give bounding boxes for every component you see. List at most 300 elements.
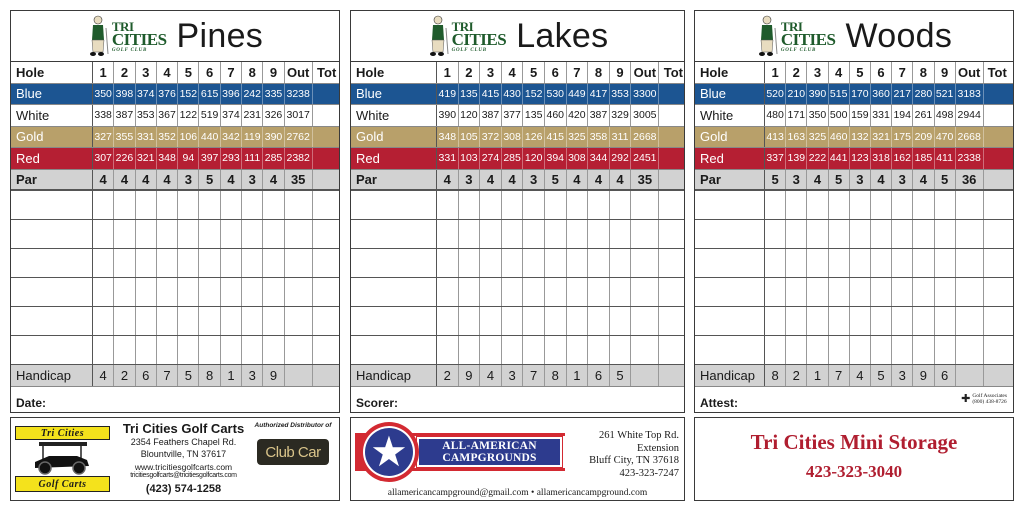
tee-row-gold	[11, 127, 339, 149]
score-cell[interactable]	[157, 307, 178, 335]
score-cell[interactable]	[178, 278, 199, 306]
player-name-cell[interactable]	[11, 220, 93, 248]
player-name-cell[interactable]	[351, 249, 437, 277]
player-name-cell[interactable]	[11, 249, 93, 277]
score-cell[interactable]	[765, 191, 786, 219]
score-cell[interactable]	[459, 249, 481, 277]
printer-name: Golf Associates	[972, 392, 1007, 399]
score-cell[interactable]	[588, 249, 610, 277]
score-cell[interactable]	[523, 220, 545, 248]
storage-name: Tri Cities Mini Storage	[750, 430, 958, 454]
player-name-cell[interactable]	[695, 220, 765, 248]
score-cell[interactable]	[221, 220, 242, 248]
score-cell[interactable]	[285, 249, 313, 277]
yardage-cell: 308	[567, 148, 589, 169]
score-cell[interactable]	[610, 220, 632, 248]
score-cell[interactable]	[807, 249, 828, 277]
score-cell[interactable]	[545, 249, 567, 277]
score-cell[interactable]	[765, 220, 786, 248]
signature-label[interactable]: Attest:	[700, 396, 738, 410]
score-cell[interactable]	[199, 249, 220, 277]
score-cell[interactable]	[313, 191, 341, 219]
score-cell[interactable]	[178, 220, 199, 248]
logo-line-3: GOLF CLUB	[780, 47, 817, 53]
score-cell[interactable]	[502, 191, 524, 219]
tot-cell	[313, 105, 341, 126]
score-cell[interactable]	[263, 220, 284, 248]
player-score-row[interactable]	[11, 336, 339, 365]
score-cell[interactable]	[913, 278, 934, 306]
out-total-cell: 3300	[631, 84, 659, 105]
score-cell[interactable]	[480, 336, 502, 364]
score-cell[interactable]	[93, 336, 114, 364]
ad-tri-cities-golf-carts	[10, 417, 340, 501]
score-cell[interactable]	[659, 307, 687, 335]
player-score-row[interactable]	[695, 307, 1013, 336]
score-cell[interactable]	[892, 220, 913, 248]
score-cell[interactable]	[659, 336, 687, 364]
score-cell[interactable]	[199, 307, 220, 335]
score-cell[interactable]	[199, 220, 220, 248]
player-name-cell[interactable]	[695, 249, 765, 277]
score-cell[interactable]	[850, 220, 871, 248]
player-name-cell[interactable]	[351, 191, 437, 219]
score-cell[interactable]	[956, 336, 984, 364]
player-name-cell[interactable]	[11, 278, 93, 306]
yardage-cell: 390	[437, 105, 459, 126]
score-cell[interactable]	[114, 278, 135, 306]
score-cell[interactable]	[984, 249, 1011, 277]
score-cell[interactable]	[502, 220, 524, 248]
score-cell[interactable]	[523, 307, 545, 335]
score-cell[interactable]	[263, 307, 284, 335]
score-cell[interactable]	[545, 191, 567, 219]
score-cell[interactable]	[807, 336, 828, 364]
score-cell[interactable]	[913, 191, 934, 219]
score-cell[interactable]	[437, 278, 459, 306]
score-cell[interactable]	[178, 307, 199, 335]
column-header: 7	[892, 62, 913, 83]
score-cell[interactable]	[242, 278, 263, 306]
score-cell[interactable]	[93, 307, 114, 335]
par-tot-cell	[313, 170, 341, 190]
score-cell[interactable]	[588, 220, 610, 248]
yardage-cell: 376	[157, 84, 178, 105]
score-cell[interactable]	[459, 307, 481, 335]
score-cell[interactable]	[157, 191, 178, 219]
score-cell[interactable]	[502, 307, 524, 335]
par-cell: 5	[199, 170, 220, 190]
hole-header-row	[351, 62, 684, 84]
yardage-cell: 615	[199, 84, 220, 105]
score-cell[interactable]	[523, 249, 545, 277]
score-cell[interactable]	[807, 307, 828, 335]
score-cell[interactable]	[892, 307, 913, 335]
score-cell[interactable]	[313, 249, 341, 277]
player-score-row[interactable]	[351, 278, 684, 307]
score-cell[interactable]	[313, 307, 341, 335]
score-cell[interactable]	[984, 191, 1011, 219]
score-cell[interactable]	[502, 249, 524, 277]
score-cell[interactable]	[93, 191, 114, 219]
yardage-cell: 344	[588, 148, 610, 169]
yardage-cell: 519	[199, 105, 220, 126]
yardage-cell: 126	[523, 127, 545, 148]
signature-label[interactable]: Date:	[16, 396, 47, 410]
golf-carts-email[interactable]: tricitiesgolfcarts@tricitiesgolfcarts.com	[130, 472, 237, 480]
player-score-row[interactable]	[11, 307, 339, 336]
score-cell[interactable]	[567, 336, 589, 364]
score-cell[interactable]	[956, 191, 984, 219]
player-score-row[interactable]	[695, 336, 1013, 365]
score-cell[interactable]	[765, 336, 786, 364]
score-cell[interactable]	[892, 191, 913, 219]
handicap-tot-cell	[984, 365, 1011, 386]
player-score-row[interactable]	[695, 249, 1013, 278]
player-score-row[interactable]	[11, 220, 339, 249]
score-cell[interactable]	[631, 307, 659, 335]
score-cell[interactable]	[807, 220, 828, 248]
score-cell[interactable]	[437, 191, 459, 219]
score-cell[interactable]	[313, 220, 341, 248]
score-cell[interactable]	[631, 278, 659, 306]
column-header: 6	[545, 62, 567, 83]
player-score-row[interactable]	[11, 249, 339, 278]
column-header: Out	[956, 62, 984, 83]
score-cell[interactable]	[631, 249, 659, 277]
score-cell[interactable]	[480, 307, 502, 335]
score-cell[interactable]	[567, 278, 589, 306]
yardage-cell: 441	[829, 148, 850, 169]
score-cell[interactable]	[242, 249, 263, 277]
player-name-cell[interactable]	[695, 278, 765, 306]
score-cell[interactable]	[545, 278, 567, 306]
score-cell[interactable]	[242, 336, 263, 364]
score-cell[interactable]	[437, 220, 459, 248]
player-score-row[interactable]	[351, 249, 684, 278]
score-cell[interactable]	[199, 278, 220, 306]
player-score-row[interactable]	[351, 191, 684, 220]
tee-name: Gold	[695, 127, 765, 148]
score-cell[interactable]	[242, 191, 263, 219]
campgrounds-website[interactable]: allamericancampground.com	[536, 488, 648, 498]
score-cell[interactable]	[221, 191, 242, 219]
score-cell[interactable]	[659, 278, 687, 306]
golf-carts-website[interactable]: www.tricitiesgolfcarts.com	[134, 461, 233, 472]
score-cell[interactable]	[786, 191, 807, 219]
score-cell[interactable]	[136, 249, 157, 277]
yardage-cell: 353	[136, 105, 157, 126]
score-cell[interactable]	[242, 220, 263, 248]
player-score-row[interactable]	[11, 278, 339, 307]
score-cell[interactable]	[588, 336, 610, 364]
score-cell[interactable]	[871, 336, 892, 364]
score-cell[interactable]	[956, 220, 984, 248]
yardage-cell: 285	[502, 148, 524, 169]
card-header	[11, 11, 339, 62]
score-cell[interactable]	[913, 307, 934, 335]
score-cell[interactable]	[871, 191, 892, 219]
score-cell[interactable]	[984, 220, 1011, 248]
score-cell[interactable]	[136, 220, 157, 248]
score-cell[interactable]	[502, 336, 524, 364]
score-cell[interactable]	[114, 307, 135, 335]
yardage-cell: 355	[114, 127, 135, 148]
score-cell[interactable]	[567, 191, 589, 219]
score-cell[interactable]	[263, 191, 284, 219]
score-cell[interactable]	[242, 307, 263, 335]
score-cell[interactable]	[221, 249, 242, 277]
score-cell[interactable]	[631, 220, 659, 248]
score-cell[interactable]	[157, 278, 178, 306]
player-score-row[interactable]	[695, 220, 1013, 249]
score-cell[interactable]	[114, 220, 135, 248]
score-cell[interactable]	[157, 220, 178, 248]
player-score-row[interactable]	[11, 191, 339, 220]
score-cell[interactable]	[199, 191, 220, 219]
tee-row-white	[351, 105, 684, 127]
golf-carts-address-1: 2354 Feathers Chapel Rd.	[130, 437, 237, 448]
player-name-cell[interactable]	[11, 307, 93, 335]
player-score-row[interactable]	[351, 336, 684, 365]
score-cell[interactable]	[935, 249, 956, 277]
yardage-cell: 123	[850, 148, 871, 169]
score-cell[interactable]	[956, 278, 984, 306]
score-cell[interactable]	[502, 278, 524, 306]
score-cell[interactable]	[829, 307, 850, 335]
handicap-cell: 6	[935, 365, 956, 386]
score-cell[interactable]	[631, 191, 659, 219]
score-cell[interactable]	[956, 249, 984, 277]
score-cell[interactable]	[765, 278, 786, 306]
player-name-cell[interactable]	[351, 220, 437, 248]
yardage-cell: 367	[157, 105, 178, 126]
score-cell[interactable]	[285, 220, 313, 248]
logo-line-1: TRI	[780, 18, 803, 34]
score-cell[interactable]	[437, 249, 459, 277]
handicap-cell: 2	[437, 365, 459, 386]
player-score-row[interactable]	[695, 278, 1013, 307]
score-cell[interactable]	[114, 336, 135, 364]
par-cell: 3	[786, 170, 807, 190]
score-cell[interactable]	[935, 278, 956, 306]
score-cell[interactable]	[567, 249, 589, 277]
score-cell[interactable]	[567, 307, 589, 335]
yardage-cell: 122	[178, 105, 199, 126]
scorecard-woods	[694, 10, 1014, 413]
column-header: 8	[242, 62, 263, 83]
score-cell[interactable]	[285, 307, 313, 335]
score-cell[interactable]	[871, 249, 892, 277]
score-cell[interactable]	[313, 336, 341, 364]
score-cell[interactable]	[631, 336, 659, 364]
score-cell[interactable]	[871, 220, 892, 248]
score-cell[interactable]	[480, 249, 502, 277]
score-cell[interactable]	[567, 220, 589, 248]
par-row	[695, 170, 1013, 192]
score-cell[interactable]	[913, 336, 934, 364]
score-cell[interactable]	[545, 336, 567, 364]
score-cell[interactable]	[659, 220, 687, 248]
score-cell[interactable]	[935, 336, 956, 364]
score-cell[interactable]	[892, 336, 913, 364]
score-cell[interactable]	[178, 191, 199, 219]
score-cell[interactable]	[93, 249, 114, 277]
score-cell[interactable]	[459, 336, 481, 364]
par-label: Par	[695, 170, 765, 190]
player-name-cell[interactable]	[351, 307, 437, 335]
score-cell[interactable]	[807, 278, 828, 306]
score-cell[interactable]	[786, 307, 807, 335]
score-cell[interactable]	[765, 307, 786, 335]
score-cell[interactable]	[610, 336, 632, 364]
score-cell[interactable]	[850, 336, 871, 364]
handicap-label: Handicap	[11, 365, 93, 386]
score-cell[interactable]	[588, 278, 610, 306]
player-score-row[interactable]	[351, 220, 684, 249]
score-cell[interactable]	[935, 191, 956, 219]
score-cell[interactable]	[93, 220, 114, 248]
player-name-cell[interactable]	[11, 336, 93, 364]
handicap-cell: 5	[871, 365, 892, 386]
handicap-row	[11, 365, 339, 387]
campgrounds-email[interactable]: allamericancampground@gmail.com	[387, 488, 529, 498]
score-cell[interactable]	[136, 336, 157, 364]
player-name-cell[interactable]	[695, 336, 765, 364]
score-cell[interactable]	[136, 307, 157, 335]
score-cell[interactable]	[588, 191, 610, 219]
score-cell[interactable]	[786, 220, 807, 248]
score-cell[interactable]	[93, 278, 114, 306]
score-cell[interactable]	[829, 336, 850, 364]
score-cell[interactable]	[829, 278, 850, 306]
score-cell[interactable]	[892, 249, 913, 277]
score-cell[interactable]	[956, 307, 984, 335]
player-name-cell[interactable]	[351, 336, 437, 364]
par-cell: 4	[437, 170, 459, 190]
score-cell[interactable]	[545, 220, 567, 248]
score-cell[interactable]	[313, 278, 341, 306]
score-cell[interactable]	[765, 249, 786, 277]
par-tot-cell	[659, 170, 687, 190]
score-cell[interactable]	[285, 336, 313, 364]
par-label: Par	[351, 170, 437, 190]
score-cell[interactable]	[984, 336, 1011, 364]
player-score-row[interactable]	[351, 307, 684, 336]
score-cell[interactable]	[263, 278, 284, 306]
score-cell[interactable]	[523, 336, 545, 364]
score-cell[interactable]	[459, 278, 481, 306]
score-cell[interactable]	[786, 336, 807, 364]
score-cell[interactable]	[829, 249, 850, 277]
score-cell[interactable]	[786, 249, 807, 277]
score-cell[interactable]	[221, 336, 242, 364]
out-total-cell: 2668	[631, 127, 659, 148]
score-cell[interactable]	[984, 278, 1011, 306]
score-cell[interactable]	[178, 336, 199, 364]
score-cell[interactable]	[935, 307, 956, 335]
yardage-cell: 321	[136, 148, 157, 169]
player-name-cell[interactable]	[695, 191, 765, 219]
score-cell[interactable]	[935, 220, 956, 248]
score-cell[interactable]	[459, 191, 481, 219]
score-cell[interactable]	[114, 191, 135, 219]
score-cell[interactable]	[437, 307, 459, 335]
yardage-cell: 162	[892, 148, 913, 169]
tot-cell	[313, 84, 341, 105]
score-cell[interactable]	[807, 191, 828, 219]
score-cell[interactable]	[610, 307, 632, 335]
player-name-cell[interactable]	[351, 278, 437, 306]
score-cell[interactable]	[850, 249, 871, 277]
score-cell[interactable]	[263, 249, 284, 277]
score-cell[interactable]	[178, 249, 199, 277]
score-cell[interactable]	[913, 220, 934, 248]
score-cell[interactable]	[850, 307, 871, 335]
score-cell[interactable]	[829, 191, 850, 219]
score-cell[interactable]	[871, 307, 892, 335]
player-score-row[interactable]	[695, 191, 1013, 220]
score-cell[interactable]	[610, 191, 632, 219]
par-cell: 3	[178, 170, 199, 190]
score-cell[interactable]	[114, 249, 135, 277]
score-cell[interactable]	[437, 336, 459, 364]
score-cell[interactable]	[659, 249, 687, 277]
course-title: Lakes	[516, 16, 609, 55]
score-cell[interactable]	[199, 336, 220, 364]
out-total-cell: 3183	[956, 84, 984, 105]
score-cell[interactable]	[480, 278, 502, 306]
handicap-cell: 7	[829, 365, 850, 386]
score-cell[interactable]	[263, 336, 284, 364]
score-cell[interactable]	[221, 307, 242, 335]
score-cell[interactable]	[545, 307, 567, 335]
score-cell[interactable]	[892, 278, 913, 306]
score-cell[interactable]	[913, 249, 934, 277]
score-cell[interactable]	[984, 307, 1011, 335]
yardage-cell: 350	[807, 105, 828, 126]
yardage-cell: 342	[221, 127, 242, 148]
yardage-cell: 119	[242, 127, 263, 148]
score-cell[interactable]	[588, 307, 610, 335]
signature-label[interactable]: Scorer:	[356, 396, 399, 410]
score-cell[interactable]	[523, 278, 545, 306]
score-cell[interactable]	[610, 278, 632, 306]
score-cell[interactable]	[850, 278, 871, 306]
score-cell[interactable]	[285, 278, 313, 306]
score-cell[interactable]	[480, 191, 502, 219]
score-cell[interactable]	[871, 278, 892, 306]
score-cell[interactable]	[136, 191, 157, 219]
score-cell[interactable]	[829, 220, 850, 248]
score-cell[interactable]	[157, 249, 178, 277]
score-cell[interactable]	[786, 278, 807, 306]
player-name-cell[interactable]	[11, 191, 93, 219]
yardage-cell: 350	[93, 84, 114, 105]
score-cell[interactable]	[285, 191, 313, 219]
yardage-cell: 311	[610, 127, 632, 148]
score-cell[interactable]	[221, 278, 242, 306]
score-cell[interactable]	[659, 191, 687, 219]
score-cell[interactable]	[850, 191, 871, 219]
score-cell[interactable]	[610, 249, 632, 277]
player-name-cell[interactable]	[695, 307, 765, 335]
score-cell[interactable]	[480, 220, 502, 248]
score-cell[interactable]	[157, 336, 178, 364]
score-cell[interactable]	[523, 191, 545, 219]
score-cell[interactable]	[459, 220, 481, 248]
score-cell[interactable]	[136, 278, 157, 306]
